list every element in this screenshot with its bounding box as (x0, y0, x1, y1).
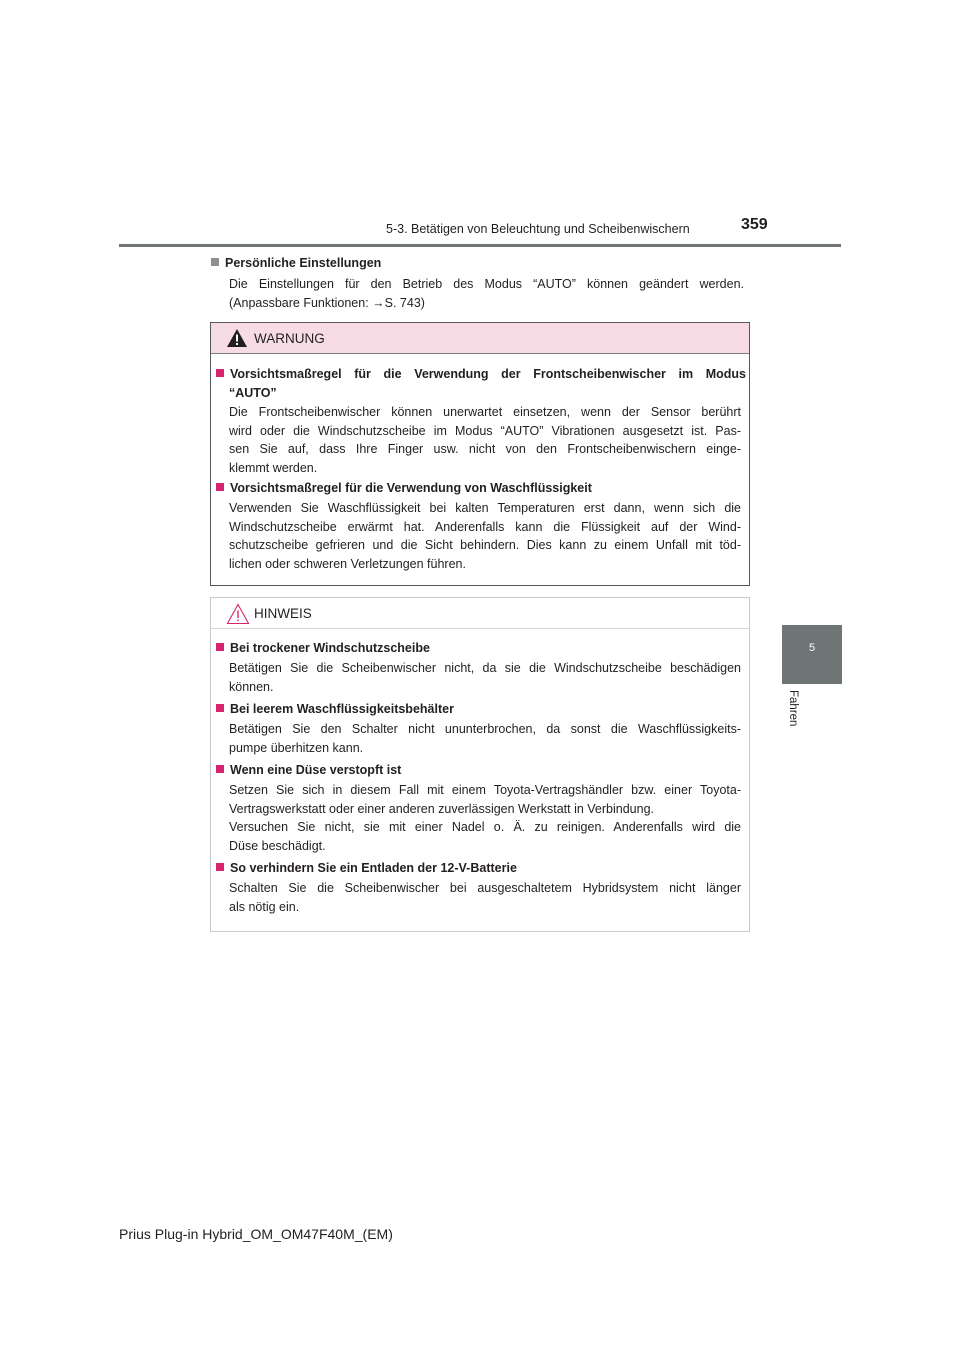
body-line: als nötig ein. (229, 899, 300, 914)
note-item-heading (216, 639, 746, 658)
body-line: sen Sie auf, dass Ihre Finger usw. nicht von den Frontscheibenwischern einge- (229, 442, 741, 456)
bullet-square-icon (216, 765, 224, 773)
warning-item-heading (216, 365, 746, 402)
note-item-heading (216, 761, 746, 780)
body-line: wird oder die Windschutzscheibe im Modus “AUTO” Vibrationen ausgesetzt ist. Pas- (229, 423, 741, 438)
warning-item-heading (216, 479, 746, 498)
bullet-square-icon (216, 369, 224, 377)
note-item-body (229, 879, 741, 916)
body-line: Betätigen Sie die Scheibenwischer nicht, da sie die Windschutzscheibe beschädigen (229, 661, 741, 675)
note-item-heading (216, 859, 746, 878)
section-heading-text: Persönliche Einstellungen (225, 256, 382, 270)
chapter-tab-label (783, 690, 803, 740)
warning-item-heading-text: Vorsichtsmaßregel für die Verwendung von Waschflüssigkeit (230, 481, 592, 495)
body-line: schutzscheibe gefrieren und die Sicht behindern. Dies kann zu einem Unfall mit töd- (229, 538, 741, 552)
caution-triangle-icon (226, 603, 250, 625)
warning-triangle-icon (226, 328, 248, 348)
bullet-square-icon (216, 704, 224, 712)
body-line: Windschutzscheibe erwärmt hat. Anderenfalls kann die Flüssigkeit auf der Wind- (229, 519, 741, 534)
warning-header (211, 323, 749, 354)
note-item-body (229, 659, 741, 696)
header-rule (119, 244, 841, 247)
bullet-square-icon (216, 483, 224, 491)
body-line: Versuchen Sie nicht, sie mit einer Nadel o. Ä. zu reinigen. Anderenfalls wird die (229, 820, 741, 834)
body-line: Setzen Sie sich in diesem Fall mit einem Toyota-Vertragshändler bzw. einer Toyota- (229, 783, 741, 797)
section-body-line: (Anpassbare Funktionen: →S. 743) (229, 295, 425, 310)
warning-box (210, 322, 750, 586)
note-header (211, 598, 749, 629)
warning-item-heading-text: Vorsichtsmaßregel für die Verwendung der Frontscheibenwischer im Modus (230, 367, 746, 381)
chapter-tab (782, 625, 842, 684)
note-title: HINWEIS (254, 606, 312, 621)
section-body (229, 275, 744, 312)
footer-manual-id: Prius Plug-in Hybrid_OM_OM47F40M_(EM) (119, 1226, 393, 1242)
body-line: Verwenden Sie Waschflüssigkeit bei kalten Temperaturen erst dann, wenn sich die (229, 501, 741, 515)
note-item-heading-text: Wenn eine Düse verstopft ist (230, 763, 402, 777)
bullet-square-icon (216, 863, 224, 871)
body-line: Die Frontscheibenwischer können unerwartet einsetzen, wenn der Sensor berührt (229, 405, 741, 419)
note-item-heading-text: Bei trockener Windschutzscheibe (230, 641, 430, 655)
warning-item-heading-text: “AUTO” (229, 385, 277, 400)
note-box (210, 597, 750, 932)
warning-title: WARNUNG (254, 331, 325, 346)
note-item-heading (216, 700, 746, 719)
bullet-square-icon (211, 258, 219, 266)
warning-item-body (229, 403, 741, 477)
note-item-heading-text: So verhindern Sie ein Entladen der 12-V-Batterie (230, 861, 517, 875)
bullet-square-icon (216, 643, 224, 651)
note-item-heading-text: Bei leerem Waschflüssigkeitsbehälter (230, 702, 454, 716)
note-item-body (229, 720, 741, 757)
section-heading (211, 256, 381, 270)
warning-item-body (229, 499, 741, 573)
body-line: lichen oder schweren Verletzungen führen. (229, 556, 466, 571)
body-line: klemmt werden. (229, 460, 318, 475)
body-line: Betätigen Sie den Schalter nicht ununterbrochen, da sonst die Waschflüssigkeits- (229, 722, 741, 736)
page-number: 359 (741, 216, 768, 233)
chapter-tab-label-text: Fahren (787, 690, 799, 727)
body-line: Schalten Sie die Scheibenwischer bei ausgeschaltetem Hybridsystem nicht länger (229, 881, 741, 895)
chapter-tab-number: 5 (808, 642, 816, 654)
body-line: Vertragswerkstatt oder einer anderen zuverlässigen Werkstatt in Verbindung. (229, 801, 654, 816)
chapter-title: 5-3. Betätigen von Beleuchtung und Scheibenwischern (386, 222, 690, 236)
note-item-body (229, 781, 741, 855)
body-line: Düse beschädigt. (229, 838, 326, 853)
body-line: pumpe überhitzen kann. (229, 740, 364, 755)
section-body-line: Die Einstellungen für den Betrieb des Modus “AUTO” können geändert werden. (229, 277, 744, 291)
body-line: können. (229, 679, 274, 694)
